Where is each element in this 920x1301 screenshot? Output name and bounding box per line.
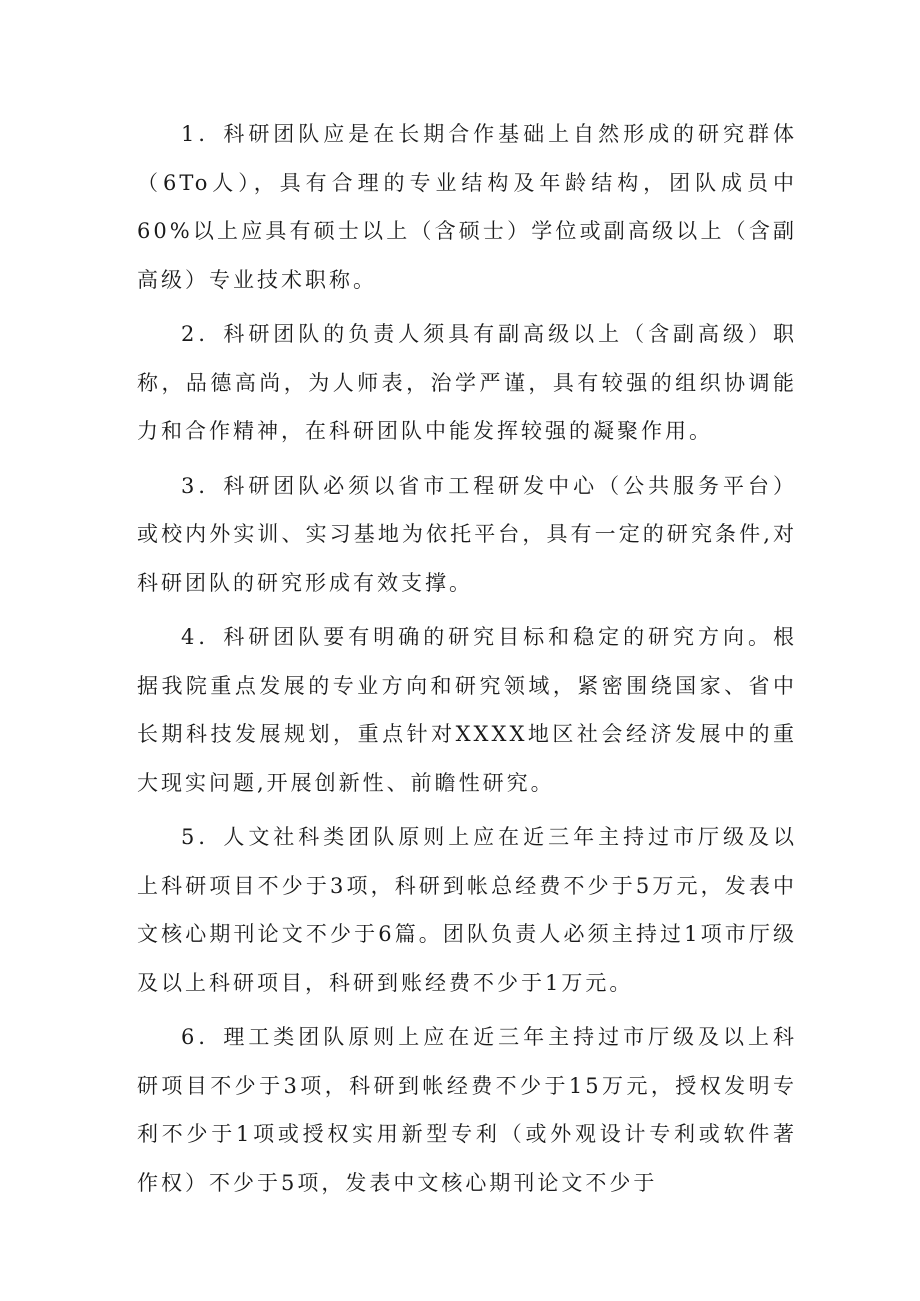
paragraph-6: 6．理工类团队原则上应在近三年主持过市厅级及以上科研项目不少于3项，科研到帐经费不少于15万元，授权发明专利不少于1项或授权实用新型专利（或外观设计专利或软件著作权）不少于5项，发表中文核心期刊论文不少于 [137, 1025, 797, 1195]
paragraph-2: 2．科研团队的负责人须具有副高级以上（含副高级）职称，品德高尚，为人师表，治学严谨，具有较强的组织协调能力和合作精神，在科研团队中能发挥较强的凝聚作用。 [137, 322, 797, 443]
paragraph-4: 4．科研团队要有明确的研究目标和稳定的研究方向。根据我院重点发展的专业方向和研究领域，紧密围绕国家、省中长期科技发展规划，重点针对XXXX地区社会经济发展中的重大现实问题,开展创新性、前瞻性研究。 [137, 625, 797, 795]
paragraph-5: 5．人文社科类团队原则上应在近三年主持过市厅级及以上科研项目不少于3项，科研到帐总经费不少于5万元，发表中文核心期刊论文不少于6篇。团队负责人必须主持过1项市厅级及以上科研项目，科研到账经费不少于1万元。 [137, 825, 797, 995]
document-body [137, 110, 797, 1213]
paragraph-3: 3．科研团队必须以省市工程研发中心（公共服务平台）或校内外实训、实习基地为依托平台，具有一定的研究条件,对科研团队的研究形成有效支撑。 [137, 473, 797, 595]
paragraph-1: 1．科研团队应是在长期合作基础上自然形成的研究群体（6To人），具有合理的专业结构及年龄结构，团队成员中60%以上应具有硕士以上（含硕士）学位或副高级以上（含副高级）专业技术职称。 [137, 122, 797, 292]
